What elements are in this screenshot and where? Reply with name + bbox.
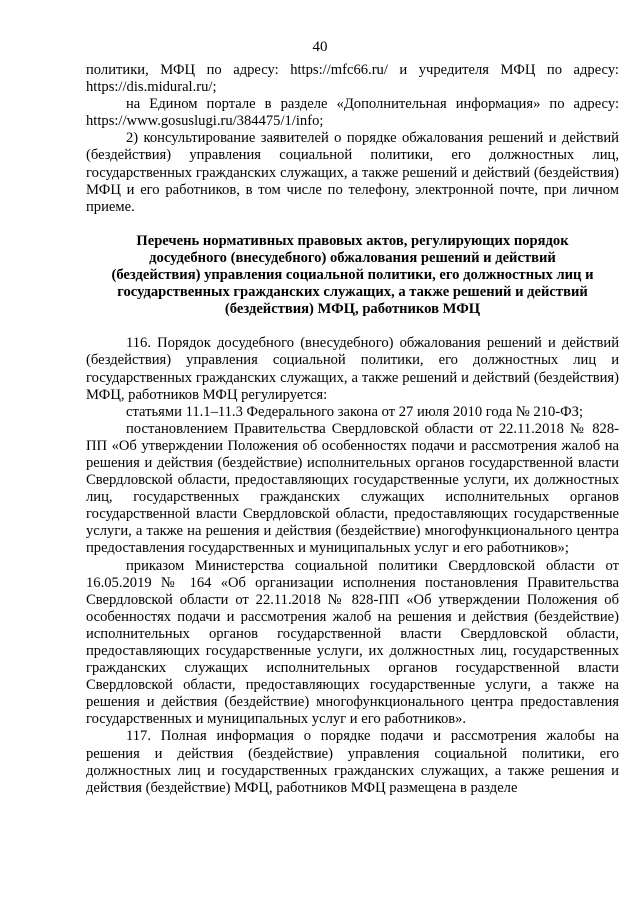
paragraph-ministry-order: приказом Министерства социальной политики Свердловской области от 16.05.2019 № 164 «Об организации исполнения постановления Правительства Свердловской области от 22.11.2018 № 828-ПП «Об утверждении Положения об особенностях подачи и рассмотрения жалоб на решения и действия (бездействие) исполнительных органов государственной власти Свердловской области, предоставляющих государственные услуги, их должностных лиц, государственных гражданских служащих исполнительных органов государственной власти Свердловской области, предоставляющих государственные услуги, а также на решения и действия (бездействие) многофункционального центра предоставления государственных и муниципальных услуг и его работников».	[86, 557, 619, 728]
paragraph-gosuslugi-portal: на Едином портале в разделе «Дополнительная информация» по адресу: https://www.gosuslugi.ru/384475/1/info;	[86, 96, 619, 130]
paragraph-mfc-address: политики, МФЦ по адресу: https://mfc66.ru/ и учредителя МФЦ по адресу: https://dis.midural.ru/;	[86, 62, 619, 96]
paragraph-116: 116. Порядок досудебного (внесудебного) обжалования решений и действий (бездействия) управления социальной политики, его должностных лиц и государственных гражданских служащих, а также решений и действий (бездействия) МФЦ, работников МФЦ регулируется:	[86, 335, 619, 403]
paragraph-consultation: 2) консультирование заявителей о порядке обжалования решений и действий (бездействия) управления социальной политики, его должностных лиц, государственных гражданских служащих, а также решений и действий (бездействия) МФЦ и его работников, в том числе по телефону, электронной почте, при личном приеме.	[86, 130, 619, 215]
paragraph-government-resolution: постановлением Правительства Свердловской области от 22.11.2018 № 828-ПП «Об утверждении Положения об особенностях подачи и рассмотрения жалоб на решения и действия (бездействие) исполнительных органов государственной власти Свердловской области, предоставляющих государственные услуги, их должностных лиц, государственных гражданских служащих исполнительных органов государственной власти Свердловской области, предоставляющих государственные услуги, а также на решения и действия (бездействие) многофункционального центра предоставления государственных и муниципальных услуг и его работников»;	[86, 420, 619, 557]
section-title: Перечень нормативных правовых актов, регулирующих порядок досудебного (внесудебного) обжалования решений и действий (бездействия) управления социальной политики, его должностных лиц и государственных гражданских служащих, а также решений и действий (бездействия) МФЦ, работников МФЦ	[111, 232, 594, 318]
document-body	[86, 62, 619, 797]
paragraph-117: 117. Полная информация о порядке подачи и рассмотрения жалобы на решения и действия (бездействие) управления социальной политики, его должностных лиц и государственных гражданских служащих, а также решения и действия (бездействие) МФЦ, работников МФЦ размещена в разделе	[86, 728, 619, 796]
page-number: 40	[312, 39, 328, 55]
paragraph-federal-law: статьями 11.1–11.3 Федерального закона от 27 июля 2010 года № 210-ФЗ;	[126, 403, 584, 420]
